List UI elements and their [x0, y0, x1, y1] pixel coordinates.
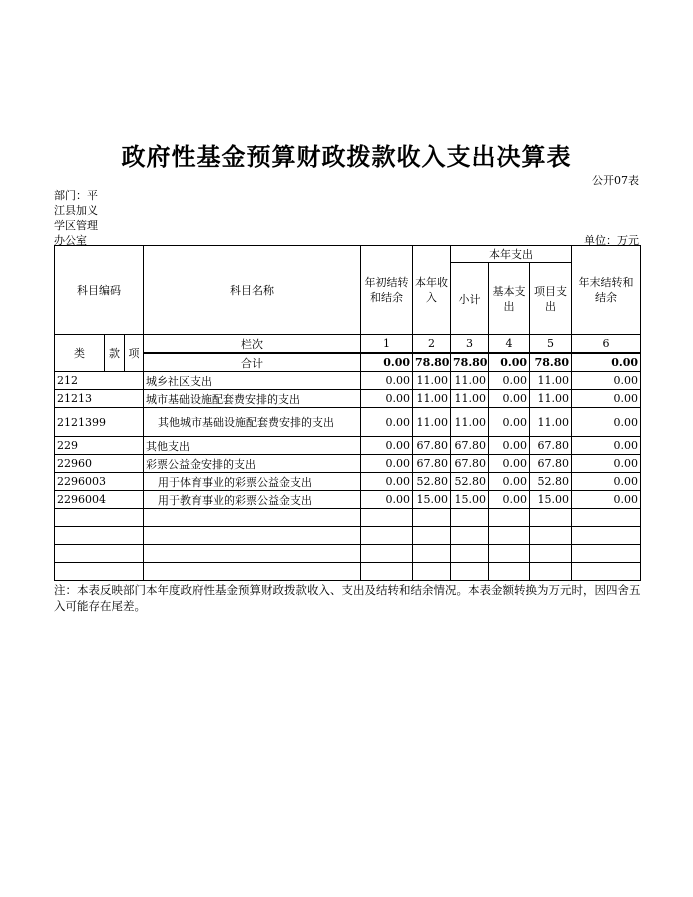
department-label	[54, 188, 124, 248]
row-code: 212	[55, 372, 144, 390]
empty-row	[55, 527, 641, 545]
row-value: 0.00	[361, 491, 413, 509]
department-line: 江县加义	[54, 204, 98, 217]
total-label: 合计	[144, 353, 361, 372]
row-value: 0.00	[489, 372, 530, 390]
total-cell: 0.00	[361, 353, 413, 372]
row-value: 67.80	[451, 437, 489, 455]
row-value: 15.00	[451, 491, 489, 509]
row-value: 0.00	[572, 455, 641, 473]
row-value: 0.00	[489, 455, 530, 473]
empty-cell	[530, 563, 572, 581]
empty-cell	[451, 545, 489, 563]
total-cell: 0.00	[489, 353, 530, 372]
row-value: 0.00	[361, 455, 413, 473]
col-index: 1	[361, 335, 413, 354]
row-code: 2296003	[55, 473, 144, 491]
row-value: 67.80	[530, 455, 572, 473]
row-value: 0.00	[572, 390, 641, 408]
empty-cell	[144, 563, 361, 581]
header-xiang: 项	[125, 335, 144, 372]
row-value: 0.00	[489, 408, 530, 437]
col-index: 3	[451, 335, 489, 354]
empty-cell	[361, 527, 413, 545]
header-subtotal: 小计	[451, 263, 489, 335]
total-cell: 0.00	[572, 353, 641, 372]
row-value: 0.00	[361, 390, 413, 408]
empty-cell	[55, 545, 144, 563]
row-name: 城市基础设施配套费安排的支出	[144, 390, 361, 408]
department-line: 学区管理	[54, 219, 98, 232]
row-value: 0.00	[489, 437, 530, 455]
row-value: 15.00	[413, 491, 451, 509]
row-code: 21213	[55, 390, 144, 408]
row-value: 11.00	[451, 408, 489, 437]
row-value: 0.00	[361, 372, 413, 390]
row-value: 11.00	[413, 390, 451, 408]
row-value: 0.00	[361, 437, 413, 455]
empty-cell	[451, 527, 489, 545]
header-begin-balance: 年初结转和结余	[361, 246, 413, 335]
empty-row	[55, 509, 641, 527]
row-name: 其他城市基础设施配套费安排的支出	[144, 408, 361, 437]
empty-cell	[489, 509, 530, 527]
row-value: 0.00	[572, 372, 641, 390]
empty-row	[55, 563, 641, 581]
header-project: 项目支出	[530, 263, 572, 335]
empty-cell	[530, 527, 572, 545]
row-value: 67.80	[530, 437, 572, 455]
header-code: 科目编码	[55, 246, 144, 335]
row-value: 15.00	[530, 491, 572, 509]
total-cell: 78.80	[413, 353, 451, 372]
col-index: 5	[530, 335, 572, 354]
table-row	[55, 437, 641, 455]
row-value: 52.80	[413, 473, 451, 491]
empty-cell	[451, 563, 489, 581]
empty-cell	[413, 509, 451, 527]
empty-cell	[572, 509, 641, 527]
table-row	[55, 455, 641, 473]
row-value: 11.00	[413, 408, 451, 437]
row-code: 229	[55, 437, 144, 455]
empty-cell	[489, 563, 530, 581]
empty-cell	[413, 545, 451, 563]
form-number: 公开07表	[592, 174, 639, 187]
col-index: 2	[413, 335, 451, 354]
row-code: 2121399	[55, 408, 144, 437]
row-value: 67.80	[451, 455, 489, 473]
empty-cell	[55, 563, 144, 581]
row-value: 52.80	[451, 473, 489, 491]
row-value: 0.00	[361, 473, 413, 491]
row-value: 0.00	[572, 408, 641, 437]
empty-cell	[572, 563, 641, 581]
row-name: 用于体育事业的彩票公益金支出	[144, 473, 361, 491]
department-line: 办公室	[54, 234, 87, 247]
empty-cell	[413, 527, 451, 545]
row-code: 22960	[55, 455, 144, 473]
empty-cell	[530, 545, 572, 563]
fund-table	[54, 245, 641, 581]
table-row	[55, 408, 641, 437]
empty-row	[55, 545, 641, 563]
row-value: 11.00	[451, 372, 489, 390]
row-value: 11.00	[451, 390, 489, 408]
empty-cell	[451, 509, 489, 527]
row-value: 11.00	[530, 408, 572, 437]
empty-cell	[489, 545, 530, 563]
row-value: 0.00	[572, 437, 641, 455]
row-value: 0.00	[489, 473, 530, 491]
table-row	[55, 372, 641, 390]
total-cell: 78.80	[530, 353, 572, 372]
row-value: 0.00	[572, 473, 641, 491]
col-index: 4	[489, 335, 530, 354]
row-value: 0.00	[489, 491, 530, 509]
empty-cell	[361, 509, 413, 527]
empty-cell	[361, 545, 413, 563]
row-value: 0.00	[361, 408, 413, 437]
empty-cell	[572, 527, 641, 545]
empty-cell	[489, 527, 530, 545]
footnote: 注：本表反映部门本年度政府性基金预算财政拨款收入、支出及结转和结余情况。本表金额转换为万元时，因四舍五入可能存在尾差。	[54, 583, 641, 613]
row-name: 城乡社区支出	[144, 372, 361, 390]
total-cell: 78.80	[451, 353, 489, 372]
header-income: 本年收入	[413, 246, 451, 335]
header-expense-group: 本年支出	[451, 246, 572, 263]
row-code: 2296004	[55, 491, 144, 509]
table-row	[55, 491, 641, 509]
empty-cell	[361, 563, 413, 581]
empty-cell	[572, 545, 641, 563]
row-value: 0.00	[489, 390, 530, 408]
row-value: 0.00	[572, 491, 641, 509]
empty-cell	[530, 509, 572, 527]
col-index: 6	[572, 335, 641, 354]
header-basic: 基本支出	[489, 263, 530, 335]
header-kuan: 款	[105, 335, 125, 372]
row-value: 11.00	[530, 390, 572, 408]
empty-cell	[413, 563, 451, 581]
row-value: 67.80	[413, 455, 451, 473]
empty-cell	[55, 509, 144, 527]
row-value: 11.00	[413, 372, 451, 390]
row-name: 其他支出	[144, 437, 361, 455]
row-name: 用于教育事业的彩票公益金支出	[144, 491, 361, 509]
table-row	[55, 473, 641, 491]
row-value: 11.00	[530, 372, 572, 390]
row-value: 67.80	[413, 437, 451, 455]
header-end-balance: 年末结转和结余	[572, 246, 641, 335]
row-value: 52.80	[530, 473, 572, 491]
page-title: 政府性基金预算财政拨款收入支出决算表	[121, 142, 572, 171]
empty-cell	[144, 545, 361, 563]
row-name: 彩票公益金安排的支出	[144, 455, 361, 473]
empty-cell	[144, 527, 361, 545]
empty-cell	[55, 527, 144, 545]
table-row	[55, 390, 641, 408]
header-lei: 类	[55, 335, 105, 372]
unit-label: 单位：万元	[584, 234, 639, 247]
empty-cell	[144, 509, 361, 527]
header-lanci: 栏次	[144, 335, 361, 354]
header-name: 科目名称	[144, 246, 361, 335]
department-line: 部门：平	[54, 189, 98, 202]
